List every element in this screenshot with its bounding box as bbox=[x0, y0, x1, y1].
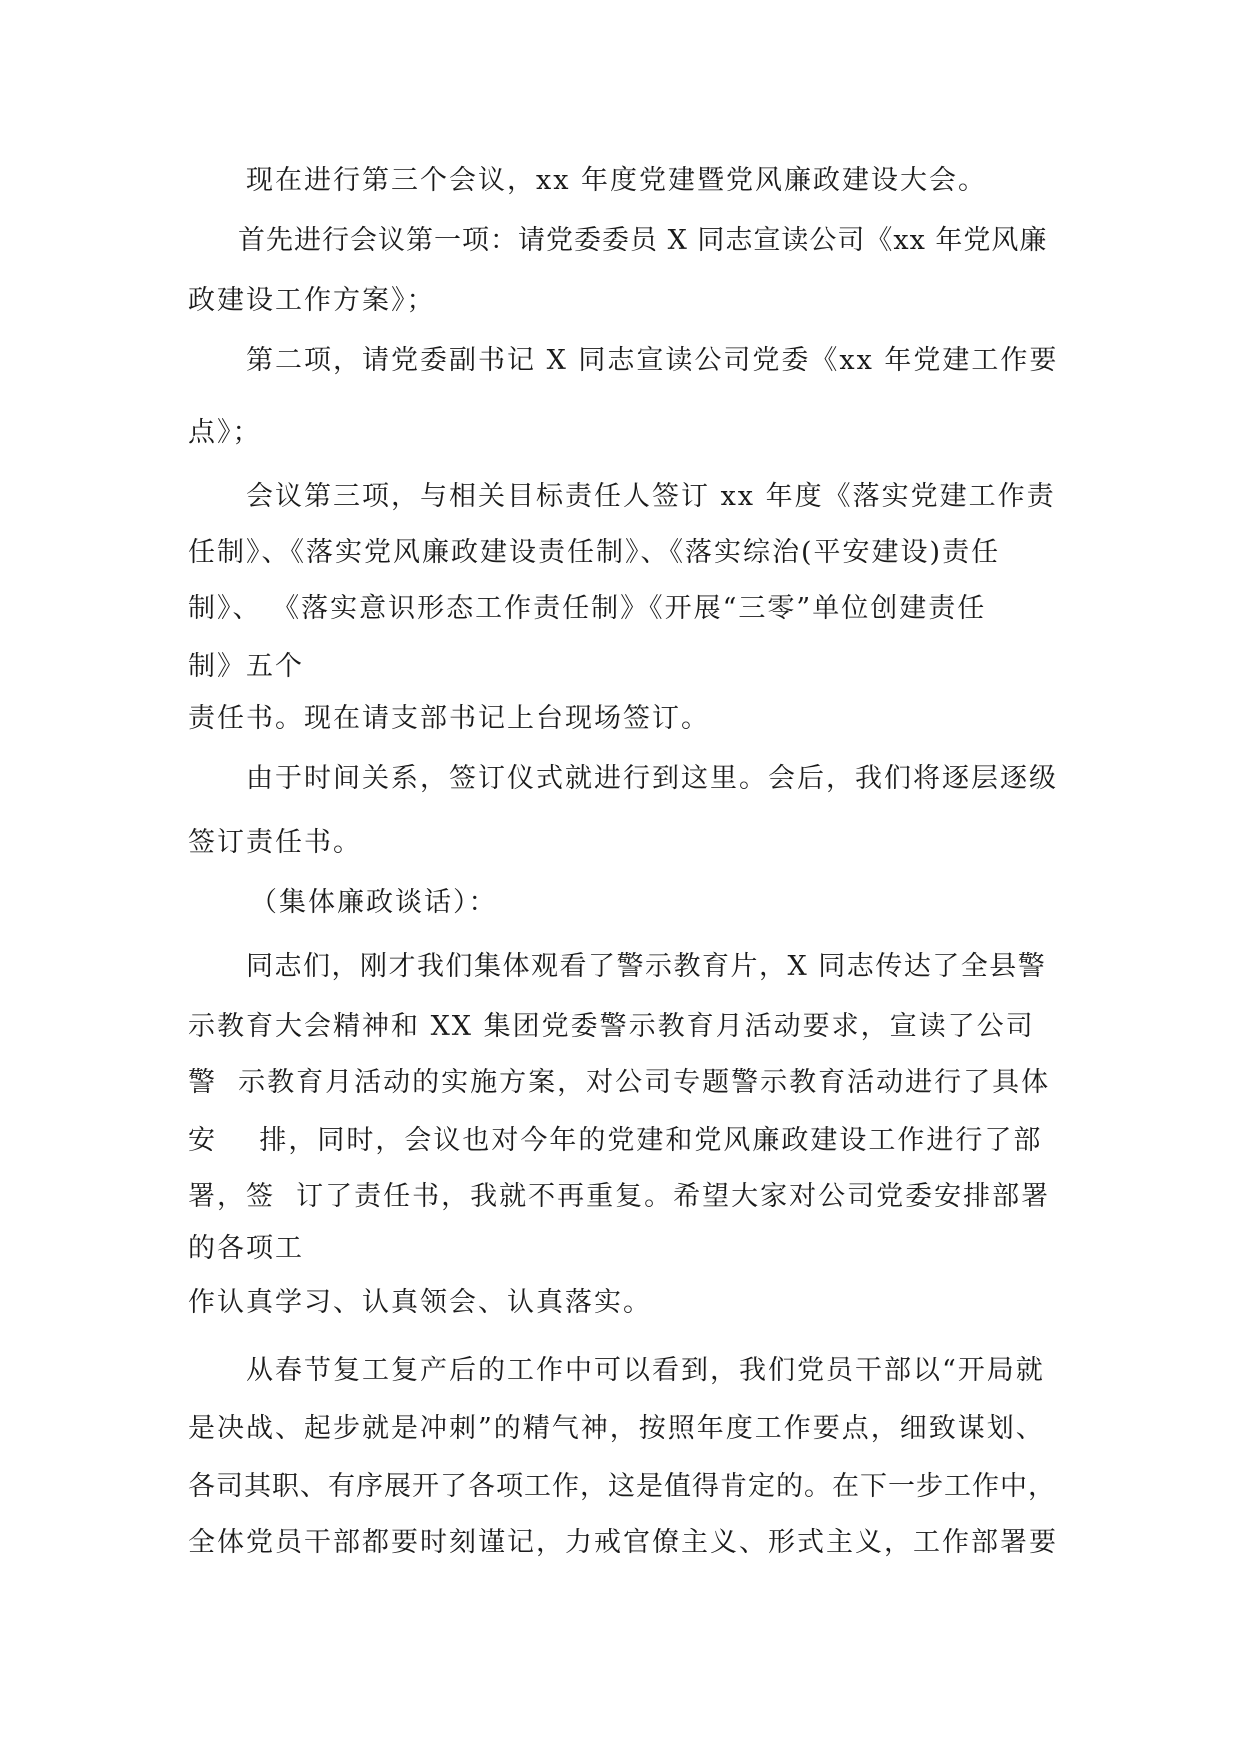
text-line: 署，签 订了责任书，我就不再重复。希望大家对公司党委安排部署 bbox=[188, 1181, 1051, 1212]
text-line: 示教育大会精神和 XX 集团党委警示教育月活动要求，宣读了公司 bbox=[188, 1011, 1035, 1042]
text-line: 制》、 《落实意识形态工作责任制》《开展“三零”单位创建责任 bbox=[188, 593, 987, 624]
text-line: 点》； bbox=[188, 417, 262, 448]
text-line: 第二项，请党委副书记 X 同志宣读公司党委《xx 年党建工作要 bbox=[246, 345, 1059, 376]
text-line: （集体廉政谈话）： bbox=[250, 887, 498, 918]
text-line: 由于时间关系，签订仪式就进行到这里。会后，我们将逐层逐级 bbox=[246, 763, 1058, 794]
text-line: 签订责任书。 bbox=[188, 827, 362, 858]
text-line: 首先进行会议第一项：请党委委员 X 同志宣读公司《xx 年党风廉 bbox=[238, 225, 1048, 256]
text-line: 同志们，刚才我们集体观看了警示教育片，X 同志传达了全县警 bbox=[246, 951, 1047, 982]
text-line: 作认真学习、认真领会、认真落实。 bbox=[188, 1287, 652, 1318]
text-line: 各司其职、有序展开了各项工作，这是值得肯定的。在下一步工作中， bbox=[188, 1471, 1056, 1502]
text-line: 从春节复工复产后的工作中可以看到，我们党员干部以“开局就 bbox=[246, 1355, 1045, 1386]
text-line: 是决战、起步就是冲刺”的精气神，按照年度工作要点，细致谋划、 bbox=[188, 1413, 1045, 1444]
text-line: 制》五个 bbox=[188, 651, 304, 682]
text-line: 的各项工 bbox=[188, 1233, 304, 1264]
text-line: 会议第三项，与相关目标责任人签订 xx 年度《落实党建工作责 bbox=[246, 481, 1056, 512]
text-line: 责任书。现在请支部书记上台现场签订。 bbox=[188, 703, 710, 734]
text-line: 任制》、《落实党风廉政建设责任制》、《落实综治(平安建设)责任 bbox=[188, 537, 1001, 568]
text-line: 全体党员干部都要时刻谨记，力戒官僚主义、形式主义，工作部署要 bbox=[188, 1527, 1058, 1558]
text-line: 政建设工作方案》； bbox=[188, 285, 436, 316]
text-line: 安 排，同时，会议也对今年的党建和党风廉政建设工作进行了部 bbox=[188, 1125, 1043, 1156]
text-line: 警 示教育月活动的实施方案，对公司专题警示教育活动进行了具体 bbox=[188, 1067, 1051, 1098]
text-line: 现在进行第三个会议，xx 年度党建暨党风廉政建设大会。 bbox=[246, 165, 988, 196]
